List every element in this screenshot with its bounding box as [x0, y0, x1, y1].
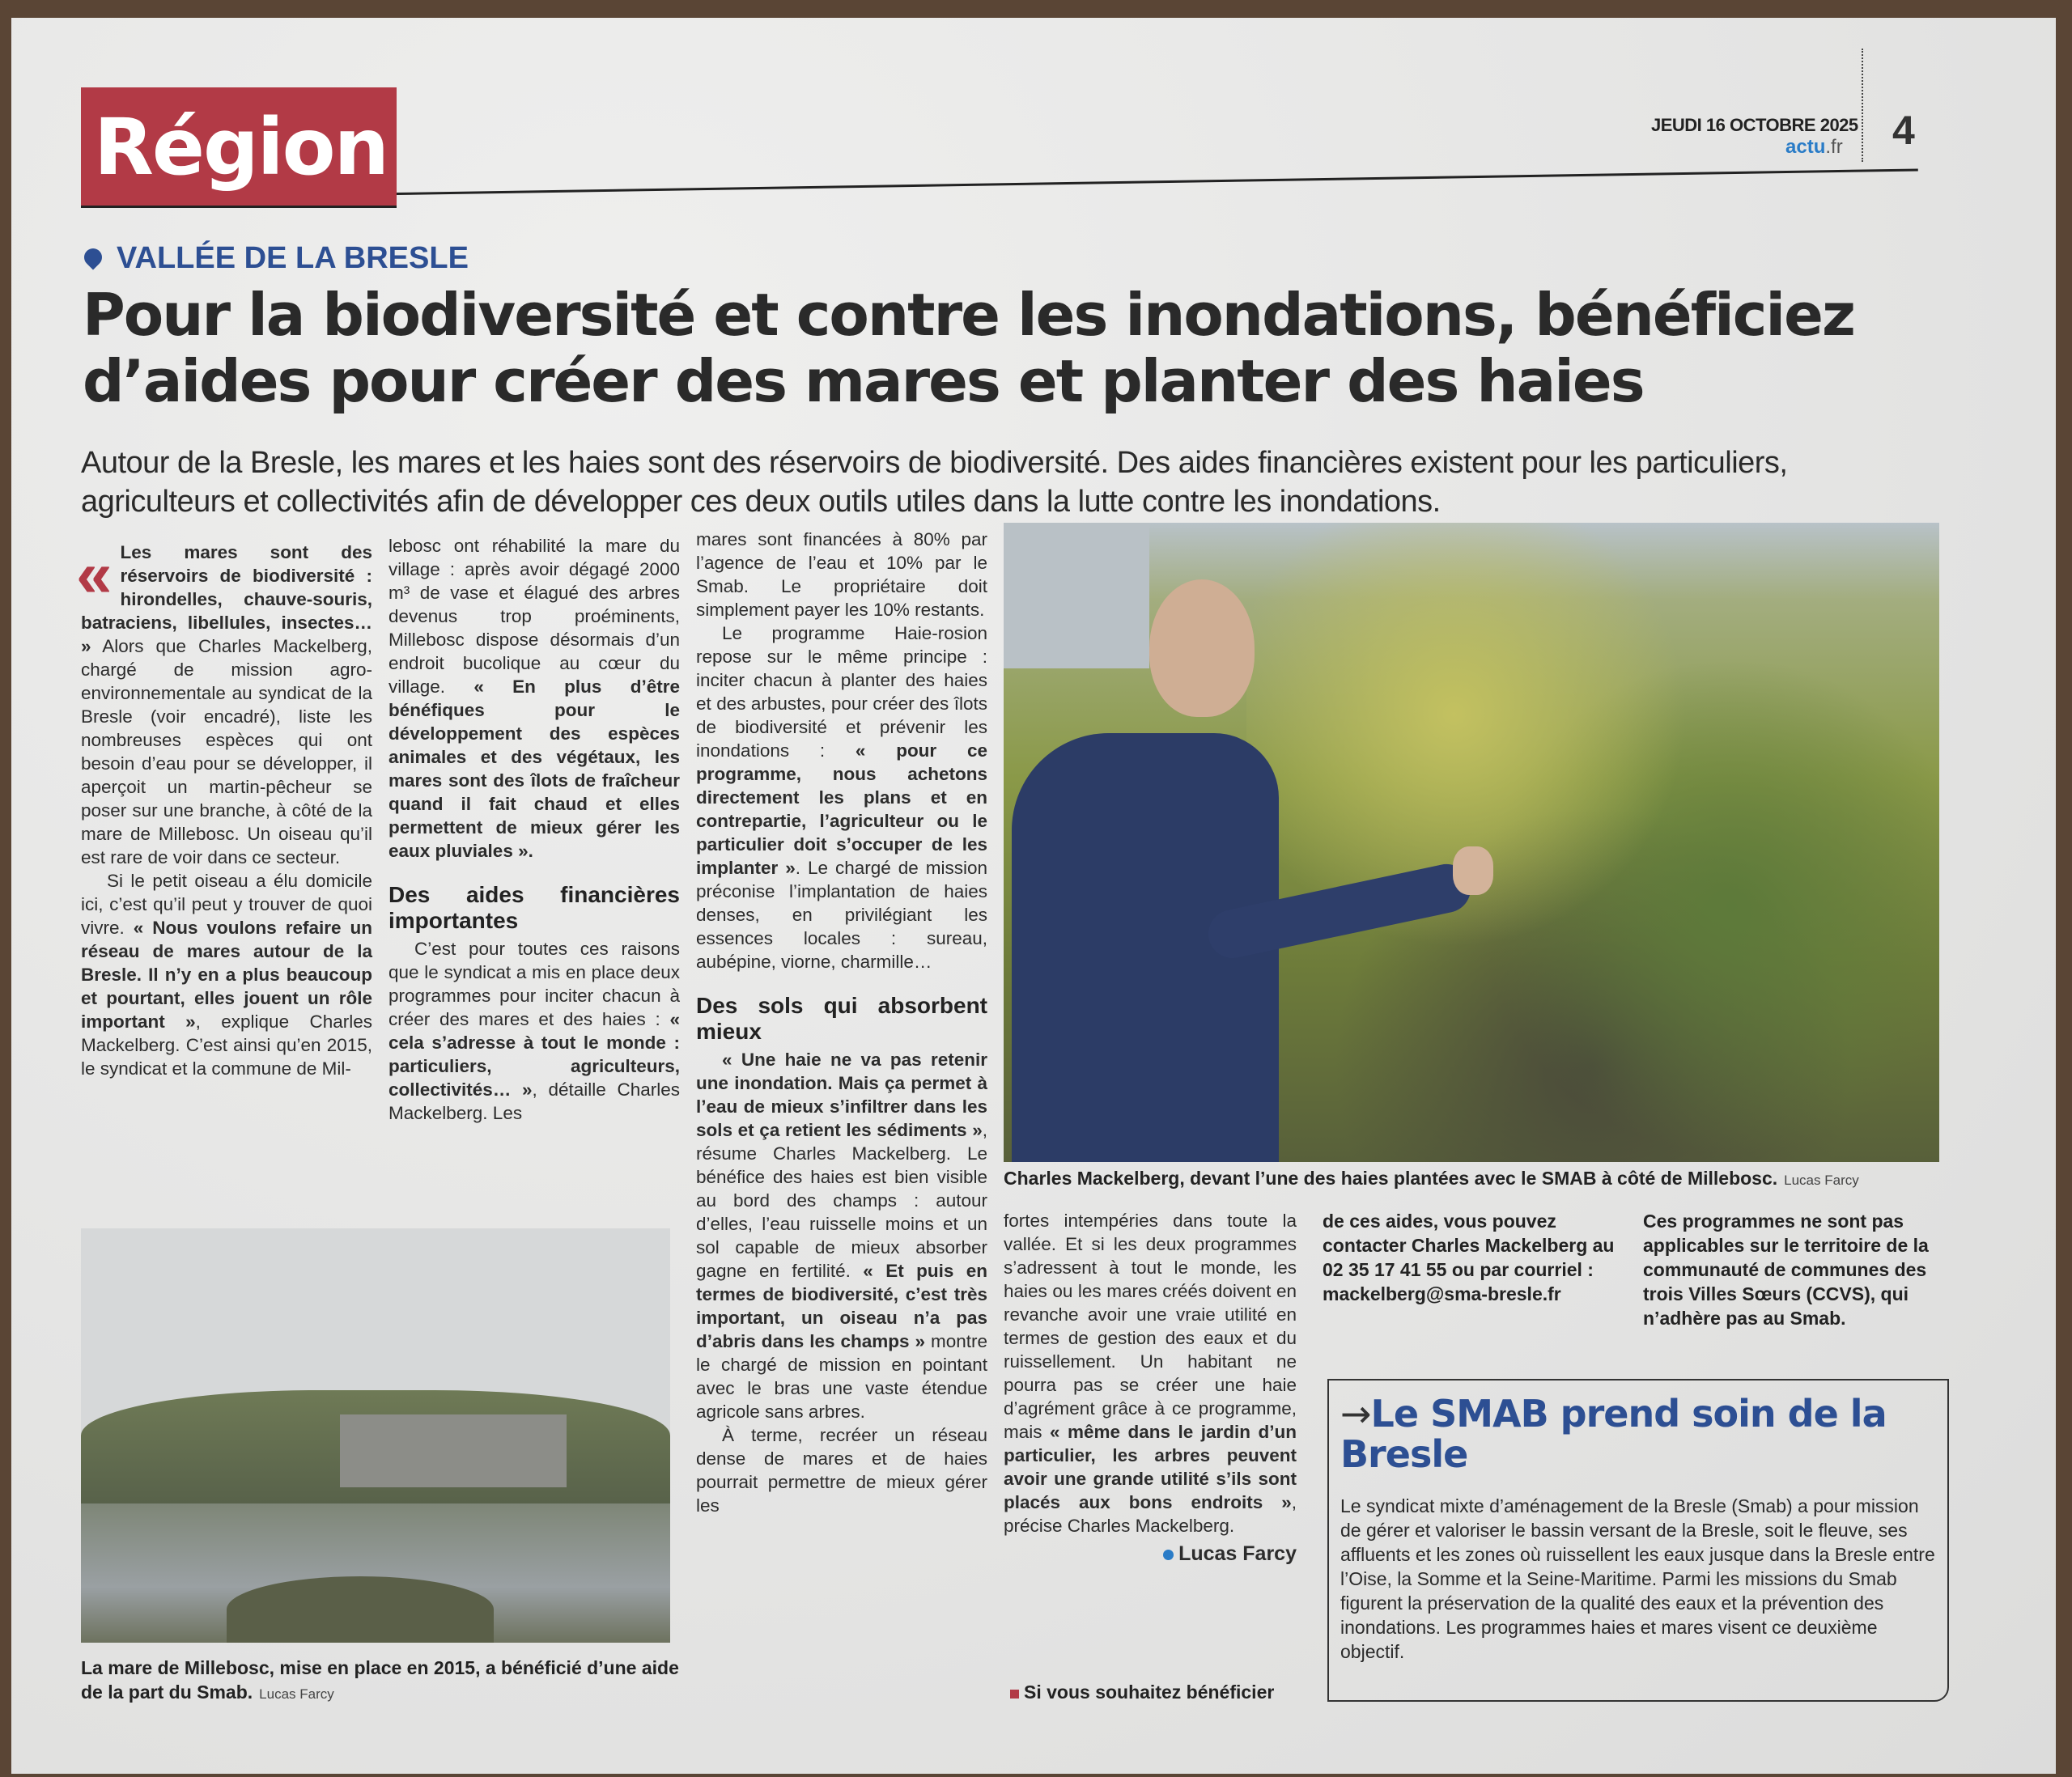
info-note-ccvs: Ces programmes ne sont pas applicables sur le territoire de la communauté de communes des trois Villes Sœurs (CCVS), qui n’adhère pas au Smab.: [1643, 1211, 1929, 1329]
subheading: Des sols qui absorbent mieux: [696, 993, 987, 1044]
bullet-dot-icon: [1163, 1550, 1174, 1560]
section-underline: [81, 206, 397, 208]
quote-text: Les mares sont des réservoirs de biodiversité : hirondelles, chauve-souris, batraciens, libellules, insectes… »: [81, 542, 372, 656]
quote-text: « pour ce programme, nous achetons directement les plans et en contrepartie, l’agriculteur ou le particulier doit s’occuper de les implanter »: [696, 740, 987, 878]
note-text: Si vous souhaitez bénéficier: [1024, 1682, 1275, 1703]
article-column-4: [1004, 1209, 1297, 1566]
quote-mark-icon: «: [76, 538, 113, 610]
body-text: À terme, recréer un réseau dense de mares et de haies pourrait permettre de mieux gérer les: [696, 1425, 987, 1516]
body-text: Si le petit oiseau a élu domicile ici, c’est qu’il peut y trouver de quoi vivre.: [81, 871, 372, 938]
site-name-ext: .fr: [1825, 136, 1843, 158]
body-text: Le programme Haie-rosion repose sur le même principe : inciter chacun à planter des haies et des arbustes, pour créer des îlots de biodiversité et prévenir les inondations :: [696, 623, 987, 761]
page-number: 4: [1892, 108, 1915, 153]
article-column-3: [696, 528, 987, 1517]
photo-credit: Lucas Farcy: [1784, 1173, 1859, 1188]
photo-sky: [1004, 523, 1149, 668]
photo-caption: [81, 1656, 680, 1707]
body-text: , précise Charles Mackelberg.: [1004, 1492, 1297, 1536]
photo-farmhouse: [340, 1414, 567, 1487]
section-label: Région: [81, 87, 397, 207]
sidebar-box-title: [1340, 1393, 1947, 1474]
body-text: C’est pour toutes ces raisons que le syndicat a mis en place deux programmes pour inciter chacun à créer des mares et des haies :: [388, 939, 680, 1029]
issue-date: JEUDI 16 OCTOBRE 2025: [1651, 115, 1858, 135]
box-title-text: Le SMAB prend soin de la Bresle: [1340, 1392, 1887, 1476]
body-text: fortes intempéries dans toute la vallée. Et si les deux programmes s’adressent à tout le monde, les haies ou les mares créés doivent en revanche avoir une vraie utilité en termes de gestion des eaux et du ruissellement. Un habitant ne pourra pas se créer une haie d’agrément grâce à ce programme, mais: [1004, 1211, 1297, 1442]
caption-text: Charles Mackelberg, devant l’une des haies plantées avec le SMAB à côté de Millebosc.: [1004, 1168, 1778, 1189]
caption-text: La mare de Millebosc, mise en place en 2015, a bénéficié d’une aide de la part du Smab.: [81, 1657, 679, 1703]
body-text: montre le chargé de mission en pointant avec le bras une vaste étendue agricole sans arbres.: [696, 1331, 987, 1422]
article-kicker: [84, 241, 469, 276]
photo-caption: [1004, 1168, 1859, 1190]
quote-text: « En plus d’être bénéfiques pour le développement des espèces animales et des végétaux, les mares sont des îlots de fraîcheur quand il fait chaud et elles permettent de mieux gérer les eaux pluviales ».: [388, 676, 680, 861]
photo-foliage: [1246, 523, 1939, 1162]
folio-divider: [1862, 49, 1864, 162]
info-note-contact: de ces aides, vous pouvez contacter Charles Mackelberg au 02 35 17 41 55 ou par courriel : mackelberg@sma-bresle.fr: [1323, 1211, 1615, 1304]
photo-reeds: [227, 1576, 494, 1643]
photo-millebosc-pond: [81, 1228, 670, 1643]
quote-text: « Et puis en termes de biodiversité, c’est très important, un oiseau n’a pas d’abris dans les champs »: [696, 1261, 987, 1351]
info-note-start: [1010, 1680, 1274, 1704]
kicker-text: VALLÉE DE LA BRESLE: [117, 241, 469, 275]
body-text: , résume Charles Mackelberg. Le bénéfice des haies est bien visible au bord des champs : autour d’elles, l’eau ruisselle moins et un sol capable de mieux absorber gagne en fertilité.: [696, 1120, 987, 1281]
subheading: Des aides financières importantes: [388, 882, 680, 933]
photo-credit: Lucas Farcy: [259, 1686, 334, 1702]
body-text: , détaille Charles Mackelberg. Les: [388, 1079, 680, 1123]
sidebar-box-body: Le syndicat mixte d’aménagement de la Bresle (Smab) a pour mission de gérer et valoriser le bassin versant de la Bresle, soit le fleuve, ses affluents et les zones où ruissellent les eaux jusque dans la Bresle entre l’Oise, la Somme et la Seine-Maritime. Parmi les missions du Smab figurent la préservation de la qualité des eaux et la prévention des inondations. Les programmes haies et mares visent ce deuxième objectif.: [1340, 1495, 1935, 1662]
photo-person-hand: [1453, 846, 1493, 895]
article-column-2: [388, 534, 680, 1125]
article-column-1: [76, 538, 372, 1080]
body-text: , explique Charles Mackelberg. C’est ainsi qu’en 2015, le syndicat et la commune de Mil-: [81, 1011, 372, 1079]
article-title: Pour la biodiversité et contre les inondations, bénéficiez d’aides pour créer des mares et planter des haies: [83, 281, 1854, 415]
photo-charles-mackelberg-hedge: [1004, 523, 1939, 1162]
sidebar-box-smab: [1327, 1379, 1949, 1702]
site-name: [1785, 136, 1843, 159]
body-text: mares sont financées à 80% par l’agence de l’eau et 10% par le Smab. Le propriétaire doit simplement payer les 10% restants.: [696, 529, 987, 620]
square-bullet-icon: [1010, 1690, 1019, 1699]
author-name: Lucas Farcy: [1178, 1542, 1297, 1565]
photo-person-head: [1149, 579, 1255, 717]
body-text: lebosc ont réhabilité la mare du village : après avoir dégagé 2000 m³ de vase et élagué des arbres devenus trop proéminents, Millebosc dispose désormais d’un endroit bucolique au cœur du village.: [388, 536, 680, 697]
quote-text: « même dans le jardin d’un particulier, les arbres peuvent avoir une grande utilité s’ils sont placés aux bons endroits »: [1004, 1422, 1297, 1512]
quote-text: « cela s’adresse à tout le monde : particuliers, agriculteurs, collectivités… »: [388, 1009, 680, 1100]
author-byline: [1004, 1542, 1297, 1566]
body-text: Alors que Charles Mackelberg, chargé de mission agro-environnementale au syndicat de la Bresle (voir encadré), liste les nombreuses espèces qui ont besoin d’eau pour se développer, il aperçoit un martin-pêcheur se poser sur une branche, à côté de la mare de Millebosc. Un oiseau qu’il est rare de voir dans ce secteur.: [81, 636, 372, 867]
article-lede: Autour de la Bresle, les mares et les haies sont des réservoirs de biodiversité. Des aides financières existent pour les particuliers, agriculteurs et collectivités afin de développer ces deux outils utiles dans la lutte contre les inondations.: [81, 446, 1788, 519]
quote-text: « Une haie ne va pas retenir une inondation. Mais ça permet à l’eau de mieux s’infiltrer dans les sols et ça retient les sédiments »: [696, 1050, 987, 1140]
arrow-right-icon: →: [1340, 1392, 1371, 1436]
site-name-main: actu: [1785, 136, 1826, 158]
quote-text: « Nous voulons refaire un réseau de mares autour de la Bresle. Il n’y en a plus beaucoup et pourtant, elles jouent un rôle important »: [81, 918, 372, 1032]
body-text: . Le chargé de mission préconise l’implantation de haies denses, en privilégiant les essences locales : sureau, aubépine, viorne, charmille…: [696, 858, 988, 972]
location-pin-icon: [80, 244, 105, 269]
